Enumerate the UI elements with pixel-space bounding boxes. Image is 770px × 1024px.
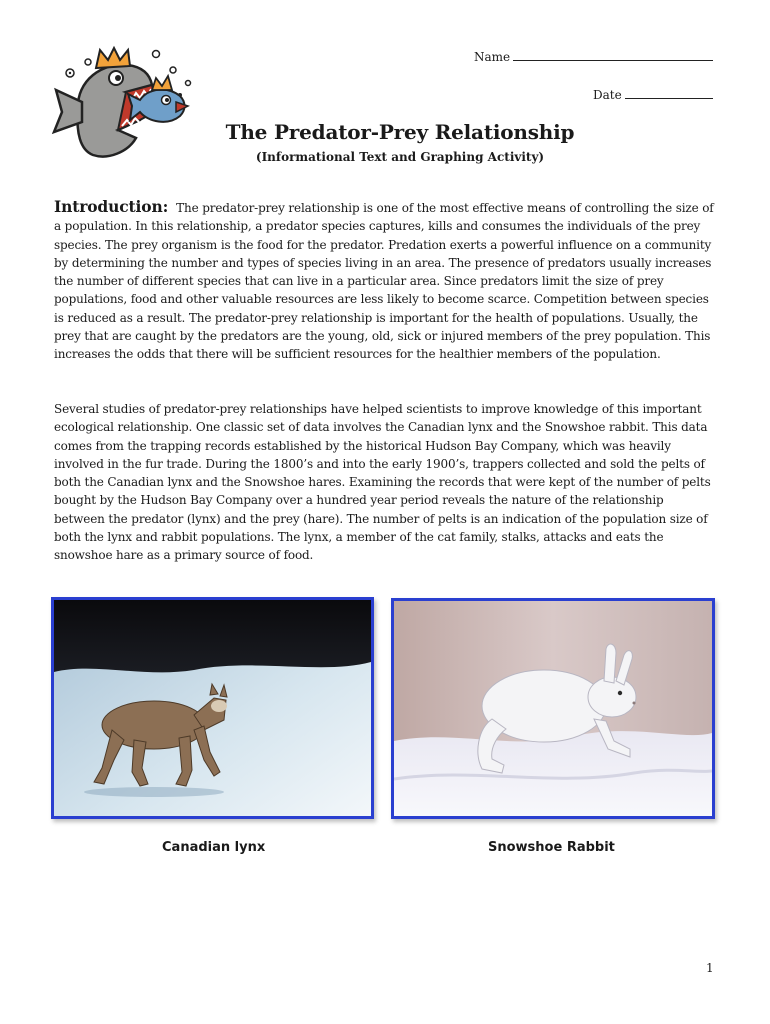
date-field[interactable] [593, 86, 713, 102]
name-line[interactable] [513, 48, 713, 61]
date-line[interactable] [625, 86, 713, 99]
page-subtitle: (Informational Text and Graphing Activity) [255, 150, 545, 164]
name-field[interactable] [474, 48, 713, 64]
introduction-paragraph [54, 198, 716, 363]
introduction-text: The predator-prey relationship is one of the most effective means of controlling the size of a population. In this relationship, a predator species captures, kills and consumes the individuals of the prey species. The prey organism is the food for the predator. Predation exerts a powerful influence on a community by determining the number and types of species living in an area. The presence of predators usually increases the number of different species that can live in a particular area. Since predators limit the size of prey populations, food and other valuable resources are less likely to become scarce. Competition between species is reduced as a result. The predator-prey relationship is important for the health of populations. Usually, the prey that are caught by the predators are the young, old, sick or injured members of the prey population. This increases the odds that there will be sufficient resources for the healthier members of the population. [54, 201, 714, 361]
name-label: Name [474, 50, 511, 64]
page-number: 1 [706, 961, 714, 975]
studies-paragraph: Several studies of predator-prey relationships have helped scientists to improve knowledge of this important ecological relationship. One classic set of data involves the Canadian lynx and the Snowshoe rabbit. This data comes from the trapping records established by the historical Hudson Bay Company, which was heavily involved in the fur trade. During the 1800’s and into the early 1900’s, trappers collected and sold the pelts of both the Canadian lynx and the Snowshoe hares. Examining the records that were kept of the number of pelts bought by the Hudson Bay Company over a hundred year period reveals the nature of the relationship between the predator (lynx) and the prey (hare). The number of pelts is an indication of the population size of both the lynx and rabbit populations. The lynx, a member of the cat family, stalks, attacks and eats the snowshoe hare as a primary source of food. [54, 402, 711, 562]
predator-prey-fish-icon [48, 40, 198, 165]
lynx-caption: Canadian lynx [162, 840, 266, 855]
date-label: Date [593, 88, 622, 102]
hare-photo [391, 598, 715, 819]
lynx-photo [51, 597, 374, 819]
hare-caption: Snowshoe Rabbit [488, 840, 615, 855]
introduction-heading: Introduction: [54, 197, 169, 216]
page-title: The Predator-Prey Relationship [225, 120, 575, 144]
